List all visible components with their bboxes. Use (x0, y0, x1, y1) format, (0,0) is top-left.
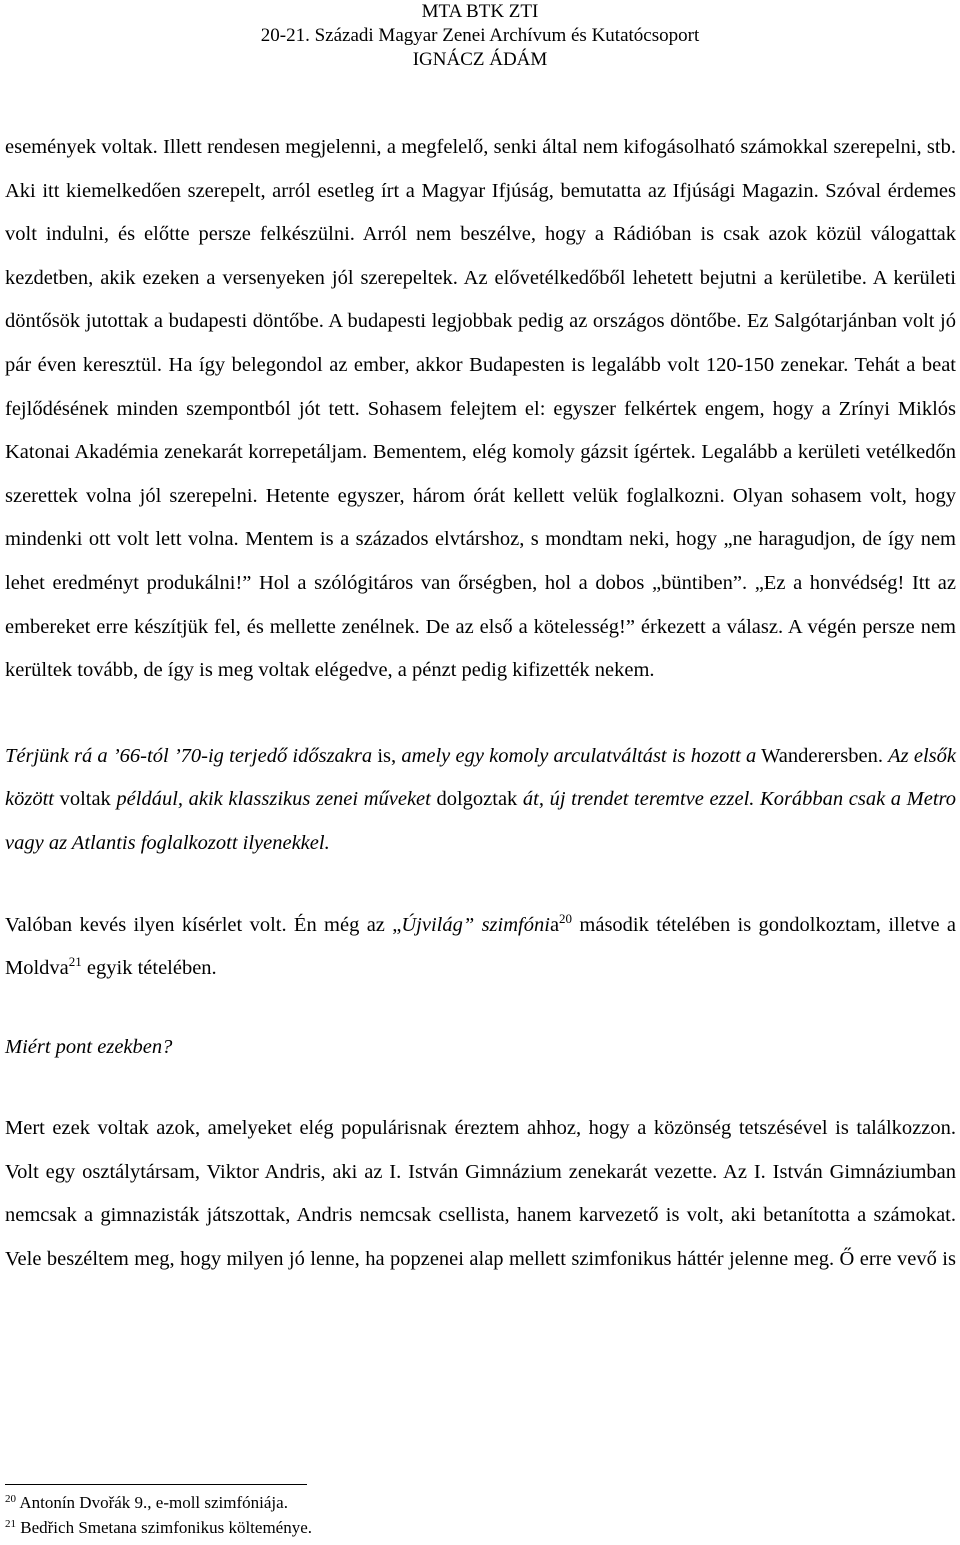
footnote-text: Antonín Dvořák 9., e-moll szimfóniája. (19, 1493, 288, 1512)
footnote-ref-20[interactable]: 20 (559, 910, 573, 926)
paragraph-1: események voltak. Illett rendesen megjelenni, a megfelelő, senki által nem kifogásolható számokkal szerepelni, stb. Aki itt kiemelkedően szerepelt, arról esetleg írt a Magyar Ifjúság, bemutatta az Ifjúsági Magazin. Szóval érdemes volt indulni, és előtte persze felkészülni. Arról nem beszélve, hogy a Rádióban is csak azok közül válogattak kezdetben, akik ezeken a versenyeken jól szerepeltek. Az elővetélkedőből lehetett bejutni a kerületibe. A kerületi döntősök jutottak a budapesti döntőbe. A budapesti legjobbak pedig az országos döntőbe. Ez Salgótarjánban volt jó pár éven keresztül. Ha így belegondol az ember, akkor Budapesten is legalább volt 120-150 zenekar. Tehát a beat fejlődésének minden szempontból jót tett. Sohasem felejtem el: egyszer felkértek engem, hogy a Zrínyi Miklós Katonai Akadémia zenekarát korrepetáljam. Bementem, elég komoly gázsit ígértek. Legalább a kerületi vetélkedőn szerettek volna jól szerepelni. Hetente egyszer, három órát kellett velük foglalkozni. Olyan sohasem volt, hogy mindenki ott volt lett volna. Mentem is a százados elvtárshoz, s mondtam neki, hogy „ne haragudjon, de így nem lehet eredményt produkálni!” Hol a szólógitáros van őrségben, hol a dobos „büntiben”. „Ez a honvédség! Itt az embereket erre készítjük fel, és mellette zenélnek. De az első a kötelesség!” érkezett a válasz. A végén persze nem kerültek tovább, de így is meg voltak elégedve, a pénzt pedig kifizették nekem. (5, 136, 956, 682)
page-header (0, 0, 960, 72)
paragraph-4-question (5, 1026, 956, 1070)
footnotes (5, 1490, 312, 1540)
p3-text-c: a (549, 913, 560, 936)
header-archive: 20-21. Századi Magyar Zenei Archívum és Kutatócsoport (260, 25, 700, 46)
paragraph-5: Mert ezek voltak azok, amelyeket elég populárisnak éreztem ahhoz, hogy a közönség tetszésével is találkozzon. Volt egy osztálytársam, Viktor Andris, aki az I. István Gimnázium zenekarát vezette. Az I. István Gimnáziumban nemcsak a gimnazisták játszottak, Andris nemcsak csellista, hanem karvezető is volt, aki betanította a számokat. Vele beszéltem meg, hogy milyen jó lenne, ha popzenei alap mellett szimfonikus háttér jelenne meg. Ő erre vevő is (5, 1117, 956, 1271)
question-part-9: át, új trendet teremtve ezzel. Korábban csak a Metro vagy az Atlantis foglalkozott ilyenekkel. (5, 788, 956, 854)
p3-text-a: Valóban kevés ilyen kísérlet volt. Én még az „ (5, 913, 402, 936)
question-part-6: voltak (53, 788, 117, 811)
question-part-2: is, (372, 744, 402, 767)
question-part-4: Wanderersben. (756, 744, 889, 767)
paragraph-2-question (5, 735, 956, 866)
paragraph-3 (5, 904, 956, 991)
question-part-8: dolgoztak (430, 788, 523, 811)
header-author: IGNÁCZ ÁDÁM (412, 49, 548, 70)
document-body (5, 126, 956, 1325)
question-text: Miért pont ezekben? (5, 1035, 173, 1058)
question-part-5: Az elsők között (5, 744, 956, 811)
footnote-21 (5, 1515, 312, 1540)
footnote-ref-21[interactable]: 21 (68, 954, 82, 970)
p3-text-d: második tételében is gondolkoztam, illetve a Moldva (5, 913, 956, 980)
footnote-20 (5, 1490, 312, 1515)
footnote-number: 21 (5, 1518, 16, 1530)
footnote-number: 20 (5, 1493, 16, 1505)
p3-text-e: egyik tételében. (81, 957, 217, 980)
p3-text-title: Újvilág” szimfóni (401, 913, 550, 936)
footnote-separator (5, 1484, 307, 1485)
question-part-7: például, akik klasszikus zenei műveket (116, 788, 431, 811)
question-part-3: amely egy komoly arculatváltást is hozott a (401, 744, 757, 767)
footnote-text: Bedřich Smetana szimfonikus költeménye. (20, 1518, 313, 1537)
question-part-1: Térjünk rá a ’66-tól ’70-ig terjedő időszakra (5, 744, 373, 767)
header-institution: MTA BTK ZTI (421, 1, 539, 22)
